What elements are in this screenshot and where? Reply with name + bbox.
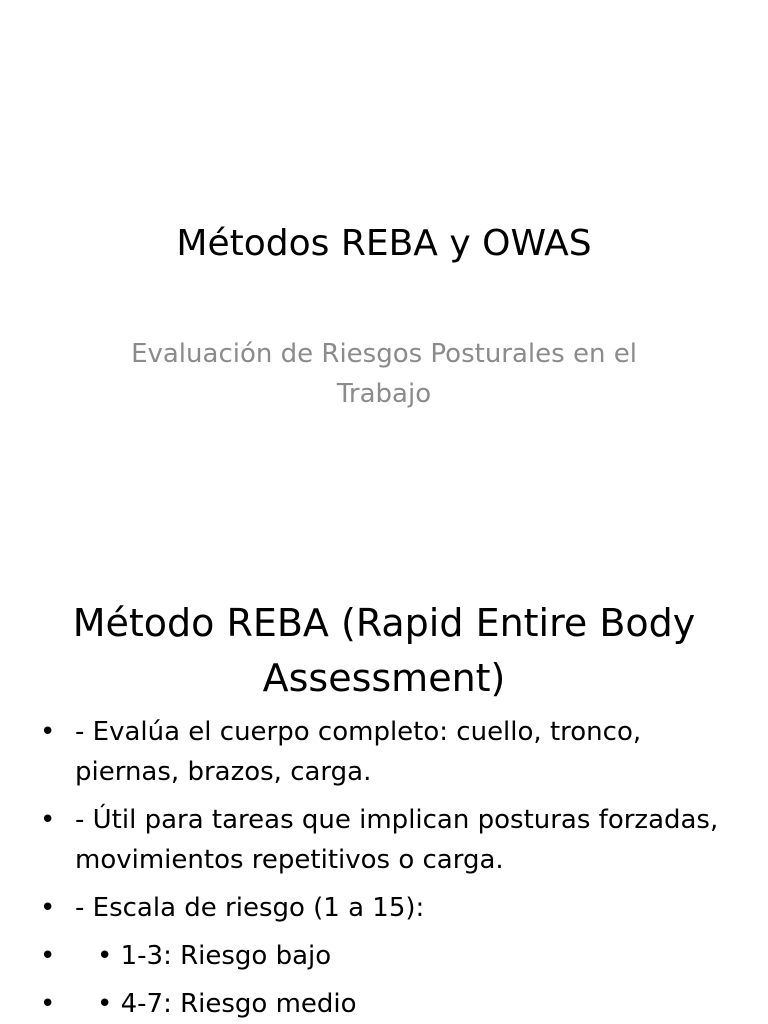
bullet-text: • 4-7: Riesgo medio	[97, 989, 357, 1019]
bullet-list	[40, 712, 730, 1024]
bullet-icon: •	[40, 941, 56, 971]
bullet-icon: •	[40, 717, 56, 747]
bullet-text: - Escala de riesgo (1 a 15):	[75, 893, 425, 923]
bullet-icon: •	[40, 805, 56, 835]
slide-heading: Método REBA (Rapid Entire Body Assessment)	[72, 601, 696, 700]
bullet-icon: •	[40, 893, 56, 923]
slide-subtitle: Evaluación de Riesgos Posturales en el Trabajo	[131, 339, 637, 409]
content-slide	[0, 560, 768, 1024]
bullet-text: - Útil para tareas que implican posturas forzadas, movimientos repetitivos o carga.	[75, 805, 719, 875]
list-item	[40, 936, 730, 976]
bullet-text: • 1-3: Riesgo bajo	[97, 941, 332, 971]
list-item	[40, 888, 730, 928]
slide-title: Métodos REBA y OWAS	[176, 223, 592, 264]
list-item	[40, 800, 730, 880]
list-item	[40, 712, 730, 792]
list-item	[40, 984, 730, 1024]
bullet-icon: •	[40, 989, 56, 1019]
bullet-text: - Evalúa el cuerpo completo: cuello, tronco, piernas, brazos, carga.	[75, 717, 642, 787]
